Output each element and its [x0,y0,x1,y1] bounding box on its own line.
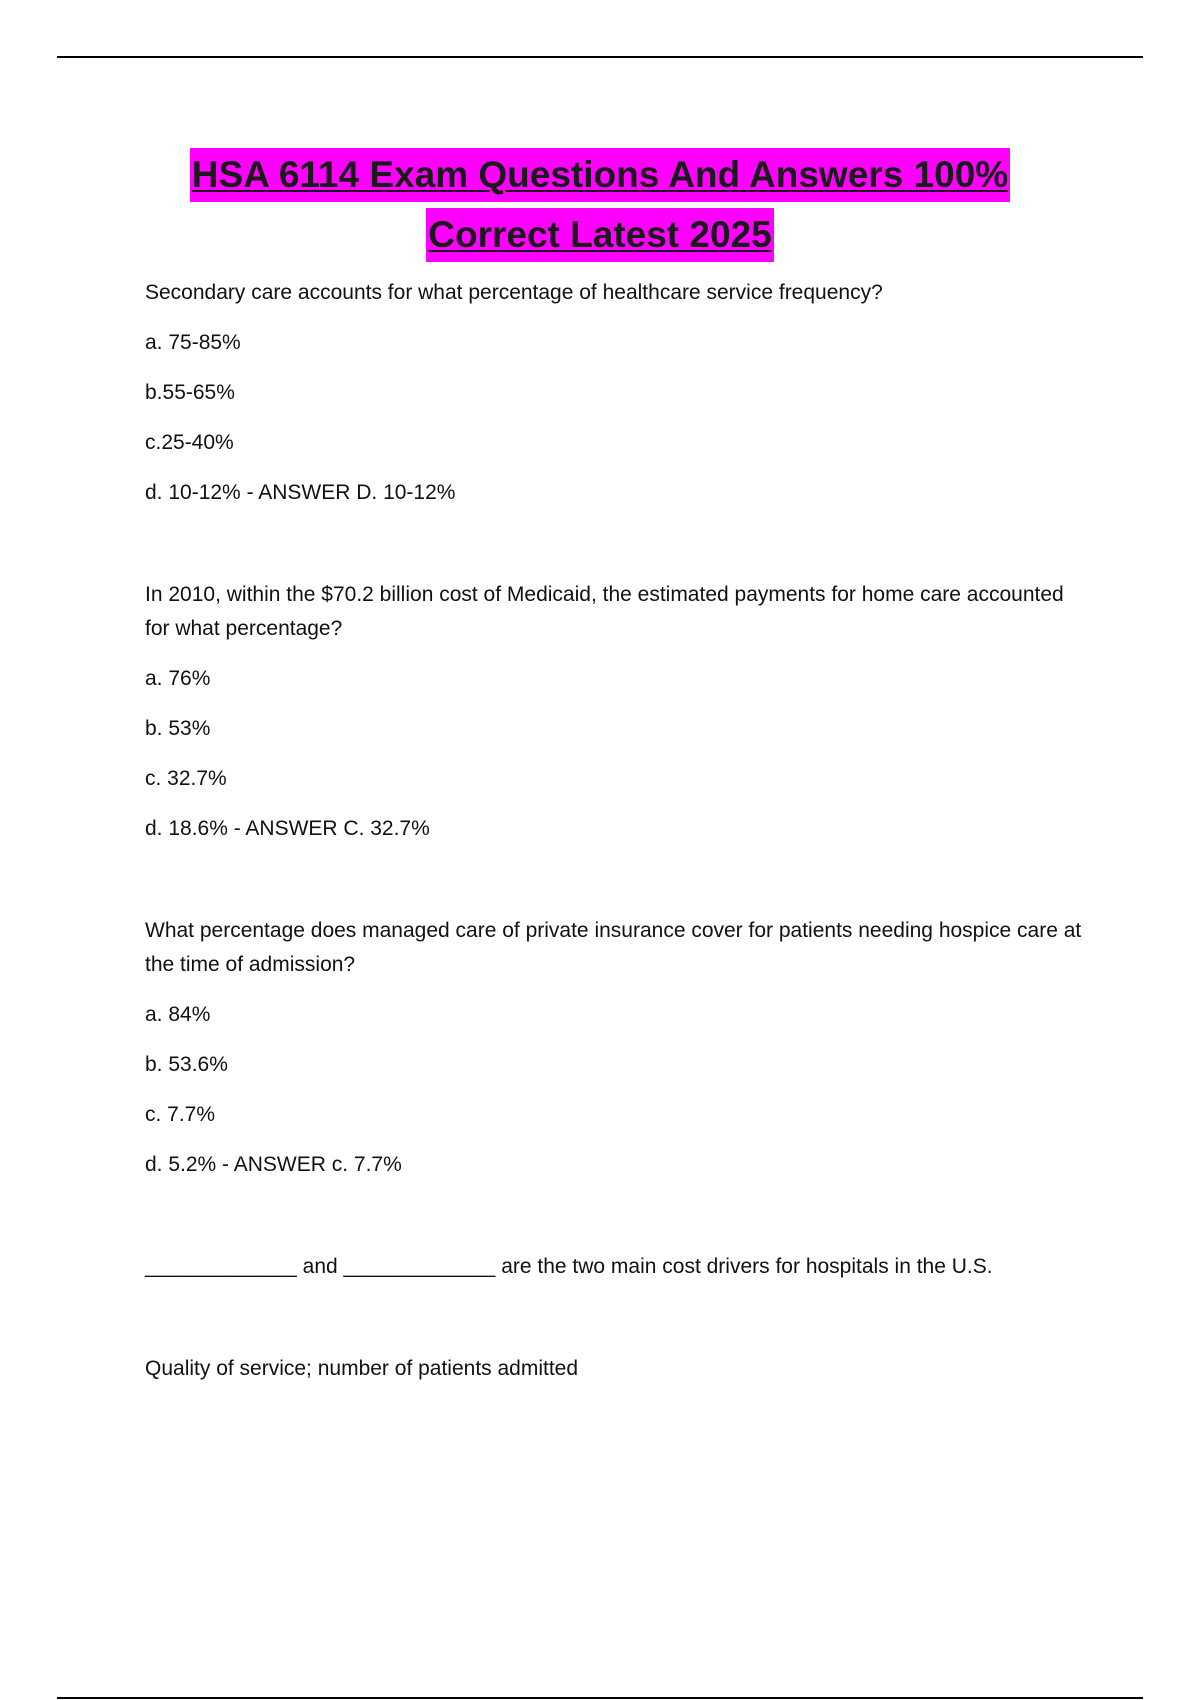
bottom-rule [57,1697,1143,1699]
title-line-1: HSA 6114 Exam Questions And Answers 100% [190,148,1010,202]
question-text: What percentage does managed care of private insurance cover for patients needing hospice care at the time of admission? [145,919,1082,976]
question-block-2 [145,578,1085,846]
option-d-answer: d. 5.2% - ANSWER c. 7.7% [145,1153,402,1176]
option-c: c. 7.7% [145,1103,216,1126]
question-text: In 2010, within the $70.2 billion cost of Medicaid, the estimated payments for home care accounted for what percentage? [145,583,1064,640]
question-block-3 [145,914,1085,1182]
document-title [0,146,1200,264]
option-a: a. 75-85% [145,331,241,354]
top-rule [57,56,1143,58]
option-b: b. 53.6% [145,1053,228,1076]
option-b: b. 53% [145,717,211,740]
question-text: Secondary care accounts for what percentage of healthcare service frequency? [145,281,883,304]
option-b: b.55-65% [145,381,235,404]
option-c: c.25-40% [145,431,234,454]
document-body [145,276,1085,1402]
question-text: _____________ and _____________ are the two main cost drivers for hospitals in the U.S. [145,1255,993,1278]
option-d-answer: d. 10-12% - ANSWER D. 10-12% [145,481,456,504]
title-line-2: Correct Latest 2025 [426,208,773,262]
option-a: a. 76% [145,667,211,690]
option-c: c. 32.7% [145,767,227,790]
option-d-answer: d. 18.6% - ANSWER C. 32.7% [145,817,430,840]
question-block-4 [145,1250,1085,1386]
question-block-1 [145,276,1085,510]
option-a: a. 84% [145,1003,211,1026]
answer-text: Quality of service; number of patients admitted [145,1357,579,1380]
